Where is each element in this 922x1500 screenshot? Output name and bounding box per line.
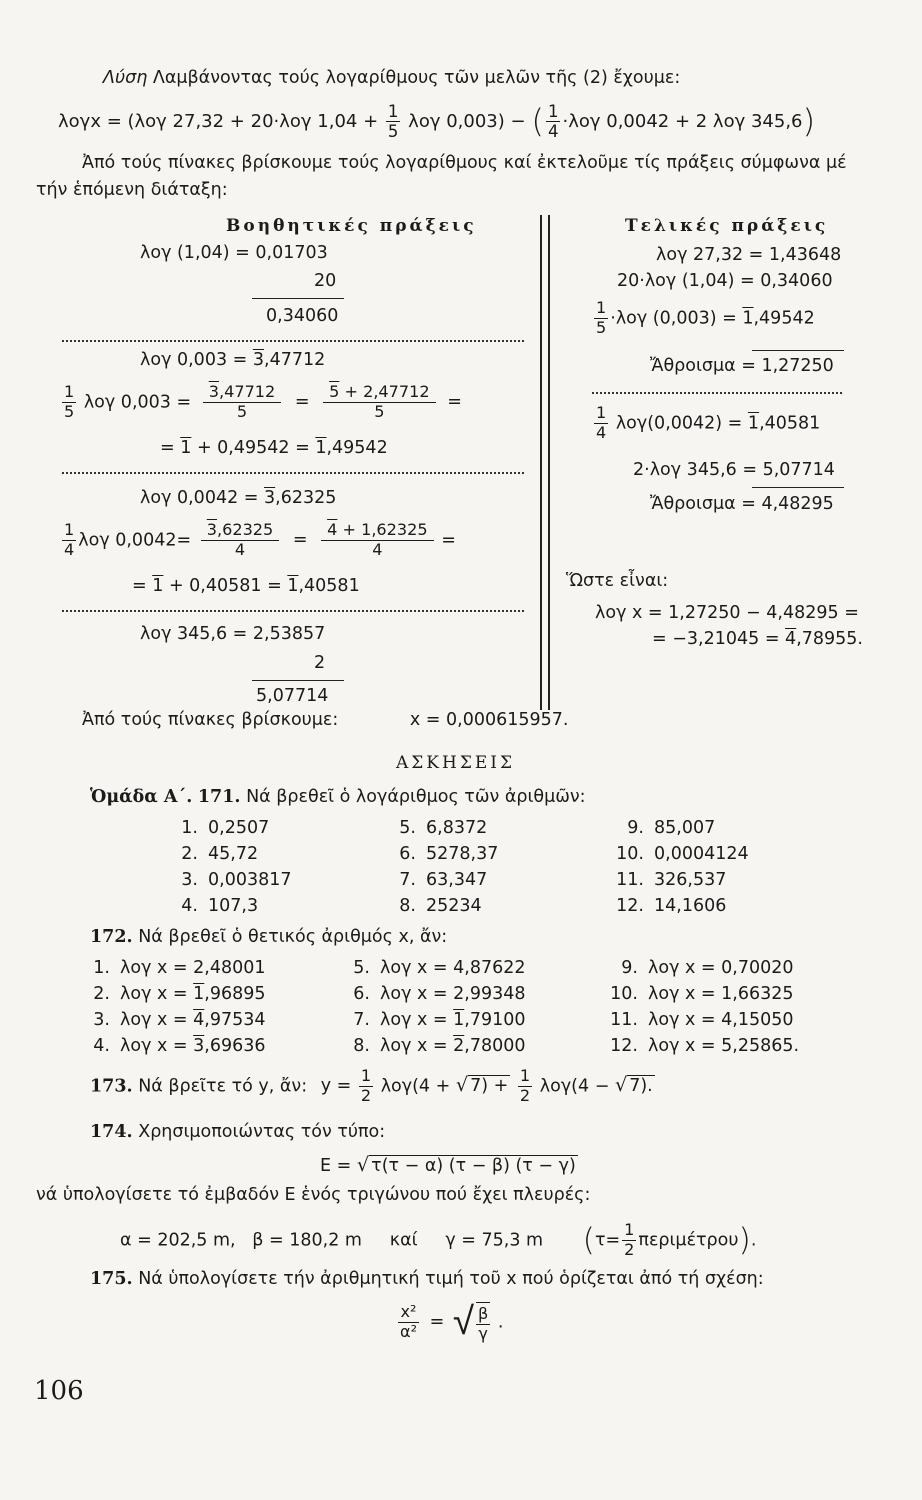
list-item-number: 2. (181, 844, 198, 864)
list-item-value: 0,2507 (208, 818, 270, 838)
list-item-number: 5. (399, 818, 416, 838)
list-item-number: 6. (399, 844, 416, 864)
list-item (614, 820, 715, 838)
list-item-number: 1. (93, 958, 110, 978)
list-item (80, 1038, 266, 1056)
list-item-number: 7. (399, 870, 416, 890)
list-item (80, 986, 266, 1004)
final-line-9: λογ x = 1,27250 − 4,48295 = (595, 603, 859, 623)
list-item-number: 8. (353, 1036, 370, 1056)
aux-line-5: $\frac{1}{5}$ λογ 0,003 = $\frac{3,47712}{5}$ = $\frac{5 + 2,47712}{5}$ = (64, 382, 462, 421)
list-item-value: λογ x = 4,15050 (648, 1010, 794, 1030)
list-item-value: λογ x = 1,96895 (120, 984, 266, 1004)
list-item (80, 1012, 266, 1030)
list-item (386, 820, 487, 838)
fraction-one-fifth: $\frac{1}{5}$ (387, 102, 399, 142)
list-item-number: 3. (93, 1010, 110, 1030)
list-item (386, 872, 487, 890)
aux-line-4: λογ 0,003 = 3,47712 (140, 350, 326, 370)
list-item-value: 14,1606 (654, 896, 727, 916)
list-item-number: 4. (181, 896, 198, 916)
final-line-4: Ἄθροισμα = 1,27250 (650, 356, 834, 376)
list-item-value: λογ x = 5,25865. (648, 1036, 800, 1056)
final-line-1: λογ 27,32 = 1,43648 (656, 245, 842, 265)
list-item-value: 25234 (426, 896, 482, 916)
list-item-value: λογ x = 2,48001 (120, 958, 266, 978)
list-item (340, 1038, 526, 1056)
list-item-value: 0,0004124 (654, 844, 749, 864)
aux-line-2: 20 (314, 271, 337, 291)
final-rule-2 (752, 487, 844, 488)
list-item (340, 960, 526, 978)
list-item (340, 1012, 526, 1030)
list-item (614, 898, 726, 916)
dotted-separator-3 (62, 610, 524, 612)
final-line-3: $\frac{1}{5}$ ·λογ (0,003) = 1,49542 (596, 298, 815, 337)
aux-line-6: = 1 + 0,49542 = 1,49542 (160, 438, 388, 458)
final-line-7: Ἄθροισμα = 4,48295 (650, 494, 834, 514)
column-divider-right (548, 215, 550, 710)
final-line-2: 20·λογ (1,04) = 0,34060 (617, 271, 833, 291)
exercise-172-header: 172. Νά βρεθεῖ ὁ θετικός ἀριθμός x, ἄν: (90, 927, 448, 947)
aux-line-11: 2 (314, 653, 326, 673)
list-item-value: λογ x = 2,99348 (380, 984, 526, 1004)
list-item-number: 11. (616, 870, 644, 890)
list-item-value: 0,003817 (208, 870, 292, 890)
main-equation: λογx = (λογ 27,32 + 20·λογ 1,04 + $\frac{1}{5}$ λογ 0,003) − ( $\frac{1}{4}$ ·λογ 0,0042 + 2 λογ 345,6) (58, 101, 816, 142)
list-item-number: 4. (93, 1036, 110, 1056)
list-item-number: 1. (181, 818, 198, 838)
list-item-value: 45,72 (208, 844, 259, 864)
exercise-174-header: 174. Χρησιμοποιώντας τόν τύπο: (90, 1122, 386, 1142)
list-item-value: λογ x = 3,69636 (120, 1036, 266, 1056)
list-item-value: 63,347 (426, 870, 488, 890)
heading-auxiliary: Βοηθητικές πράξεις (226, 216, 477, 236)
list-item-number: 8. (399, 896, 416, 916)
aux-line-3: 0,34060 (266, 306, 339, 326)
list-item-number: 6. (353, 984, 370, 1004)
result-line: Ἀπό τούς πίνακες βρίσκουμε: x = 0,000615957. (82, 710, 569, 730)
dotted-separator-1 (62, 340, 524, 342)
list-item-number: 10. (616, 844, 644, 864)
column-divider-left (540, 215, 542, 710)
final-rule-1 (752, 350, 844, 351)
sqrt-symbol: √ 7). (614, 1073, 653, 1097)
fraction-one-quarter: $\frac{1}{4}$ (547, 102, 559, 142)
list-item (386, 898, 482, 916)
page-number: 106 (34, 1376, 84, 1406)
aux-line-10: λογ 345,6 = 2,53857 (140, 624, 326, 644)
sqrt-symbol: √ τ(τ − α) (τ − β) (τ − γ) (356, 1153, 576, 1176)
list-item-value: λογ x = 1,79100 (380, 1010, 526, 1030)
list-item-value: λογ x = 4,97534 (120, 1010, 266, 1030)
list-item (614, 846, 749, 864)
list-item-number: 7. (353, 1010, 370, 1030)
aux-line-1: λογ (1,04) = 0,01703 (140, 243, 328, 263)
sqrt-symbol: √ 7) + (455, 1073, 509, 1097)
list-item (386, 846, 498, 864)
final-line-6: 2·λογ 345,6 = 5,07714 (633, 460, 835, 480)
list-item-value: λογ x = 4,87622 (380, 958, 526, 978)
list-item-value: 6,8372 (426, 818, 488, 838)
aux-line-12: 5,07714 (256, 686, 329, 706)
list-item-value: 107,3 (208, 896, 259, 916)
final-line-10: = −3,21045 = 4,78955. (652, 629, 863, 649)
solution-label: Λύση (103, 68, 148, 88)
list-item (608, 986, 794, 1004)
dotted-separator-2 (62, 472, 524, 474)
dotted-separator-4 (592, 392, 842, 394)
exercise-171-header: Ὁμάδα Α΄. 171. Νά βρεθεῖ ὁ λογάριθμος τῶν ἀριθμῶν: (90, 787, 586, 807)
aux-rule-2 (252, 680, 344, 681)
aux-rule-1 (252, 298, 344, 299)
list-item (168, 846, 258, 864)
list-item-number: 10. (610, 984, 638, 1004)
aux-line-9: = 1 + 0,40581 = 1,40581 (132, 576, 360, 596)
list-item (168, 820, 269, 838)
list-item (80, 960, 266, 978)
list-item-number: 12. (610, 1036, 638, 1056)
exercise-175-header: 175. Νά ὑπολογίσετε τήν ἀριθμητική τιμή τοῦ x πού ὁρίζεται ἀπό τή σχέση: (90, 1269, 764, 1289)
list-item-number: 11. (610, 1010, 638, 1030)
paragraph-1: Ἀπό τούς πίνακες βρίσκουμε τούς λογαρίθμους καί ἐκτελοῦμε τίς πράξεις σύμφωνα μέ (82, 153, 847, 173)
list-item-number: 5. (353, 958, 370, 978)
exercise-175-formula: $\frac{\text{x²}}{\text{α²}}$ = √ $\frac{\beta}{\gamma}$ . (400, 1299, 504, 1345)
list-item (608, 1012, 794, 1030)
list-item-number: 3. (181, 870, 198, 890)
list-item-value: λογ x = 2,78000 (380, 1036, 526, 1056)
exercise-174-sides: α = 202,5 m, β = 180,2 m καί γ = 75,3 m (τ= $\frac{1}{2}$ περιμέτρου). (120, 1220, 757, 1259)
list-item (168, 872, 292, 890)
list-item-number: 12. (616, 896, 644, 916)
heading-final: Τελικές πράξεις (625, 216, 829, 236)
aux-line-8: $\frac{1}{4}$ λογ 0,0042= $\frac{3,62325}{4}$ = $\frac{4 + 1,62325}{4}$ = (64, 520, 456, 559)
list-item-value: 326,537 (654, 870, 727, 890)
exercise-173: 173. Νά βρεῖτε τό y, ἄν: y = $\frac{1}{2}$ λογ(4 + √ 7) + $\frac{1}{2}$ λογ(4 − √ 7). (90, 1066, 653, 1105)
list-item-value: 85,007 (654, 818, 716, 838)
final-line-5: $\frac{1}{4}$ λογ(0,0042) = 1,40581 (596, 403, 821, 442)
list-item-number: 9. (627, 818, 644, 838)
solution-intro: Λύση Λαμβάνοντας τούς λογαρίθμους τῶν μελῶν τῆς (2) ἔχουμε: (103, 68, 681, 88)
sqrt-symbol: √ $\frac{\beta}{\gamma}$ (452, 1299, 489, 1345)
exercise-174-formula: E = √ τ(τ − α) (τ − β) (τ − γ) (320, 1153, 576, 1176)
list-item-number: 9. (621, 958, 638, 978)
list-item (340, 986, 526, 1004)
exercise-174-text2: νά ὑπολογίσετε τό ἐμβαδόν Ε ἑνός τριγώνου πού ἔχει πλευρές: (36, 1185, 591, 1205)
exercises-title: ΑΣΚΗΣΕΙΣ (396, 753, 515, 773)
list-item (608, 1038, 799, 1056)
list-item-number: 2. (93, 984, 110, 1004)
list-item (608, 960, 794, 978)
list-item-value: λογ x = 0,70020 (648, 958, 794, 978)
paragraph-1b: τήν ἑπόμενη διάταξη: (36, 180, 228, 200)
list-item (168, 898, 258, 916)
final-line-8: Ὥστε εἶναι: (566, 571, 669, 591)
list-item-value: 5278,37 (426, 844, 499, 864)
aux-line-7: λογ 0,0042 = 3,62325 (140, 488, 337, 508)
list-item-value: λογ x = 1,66325 (648, 984, 794, 1004)
list-item (614, 872, 726, 890)
